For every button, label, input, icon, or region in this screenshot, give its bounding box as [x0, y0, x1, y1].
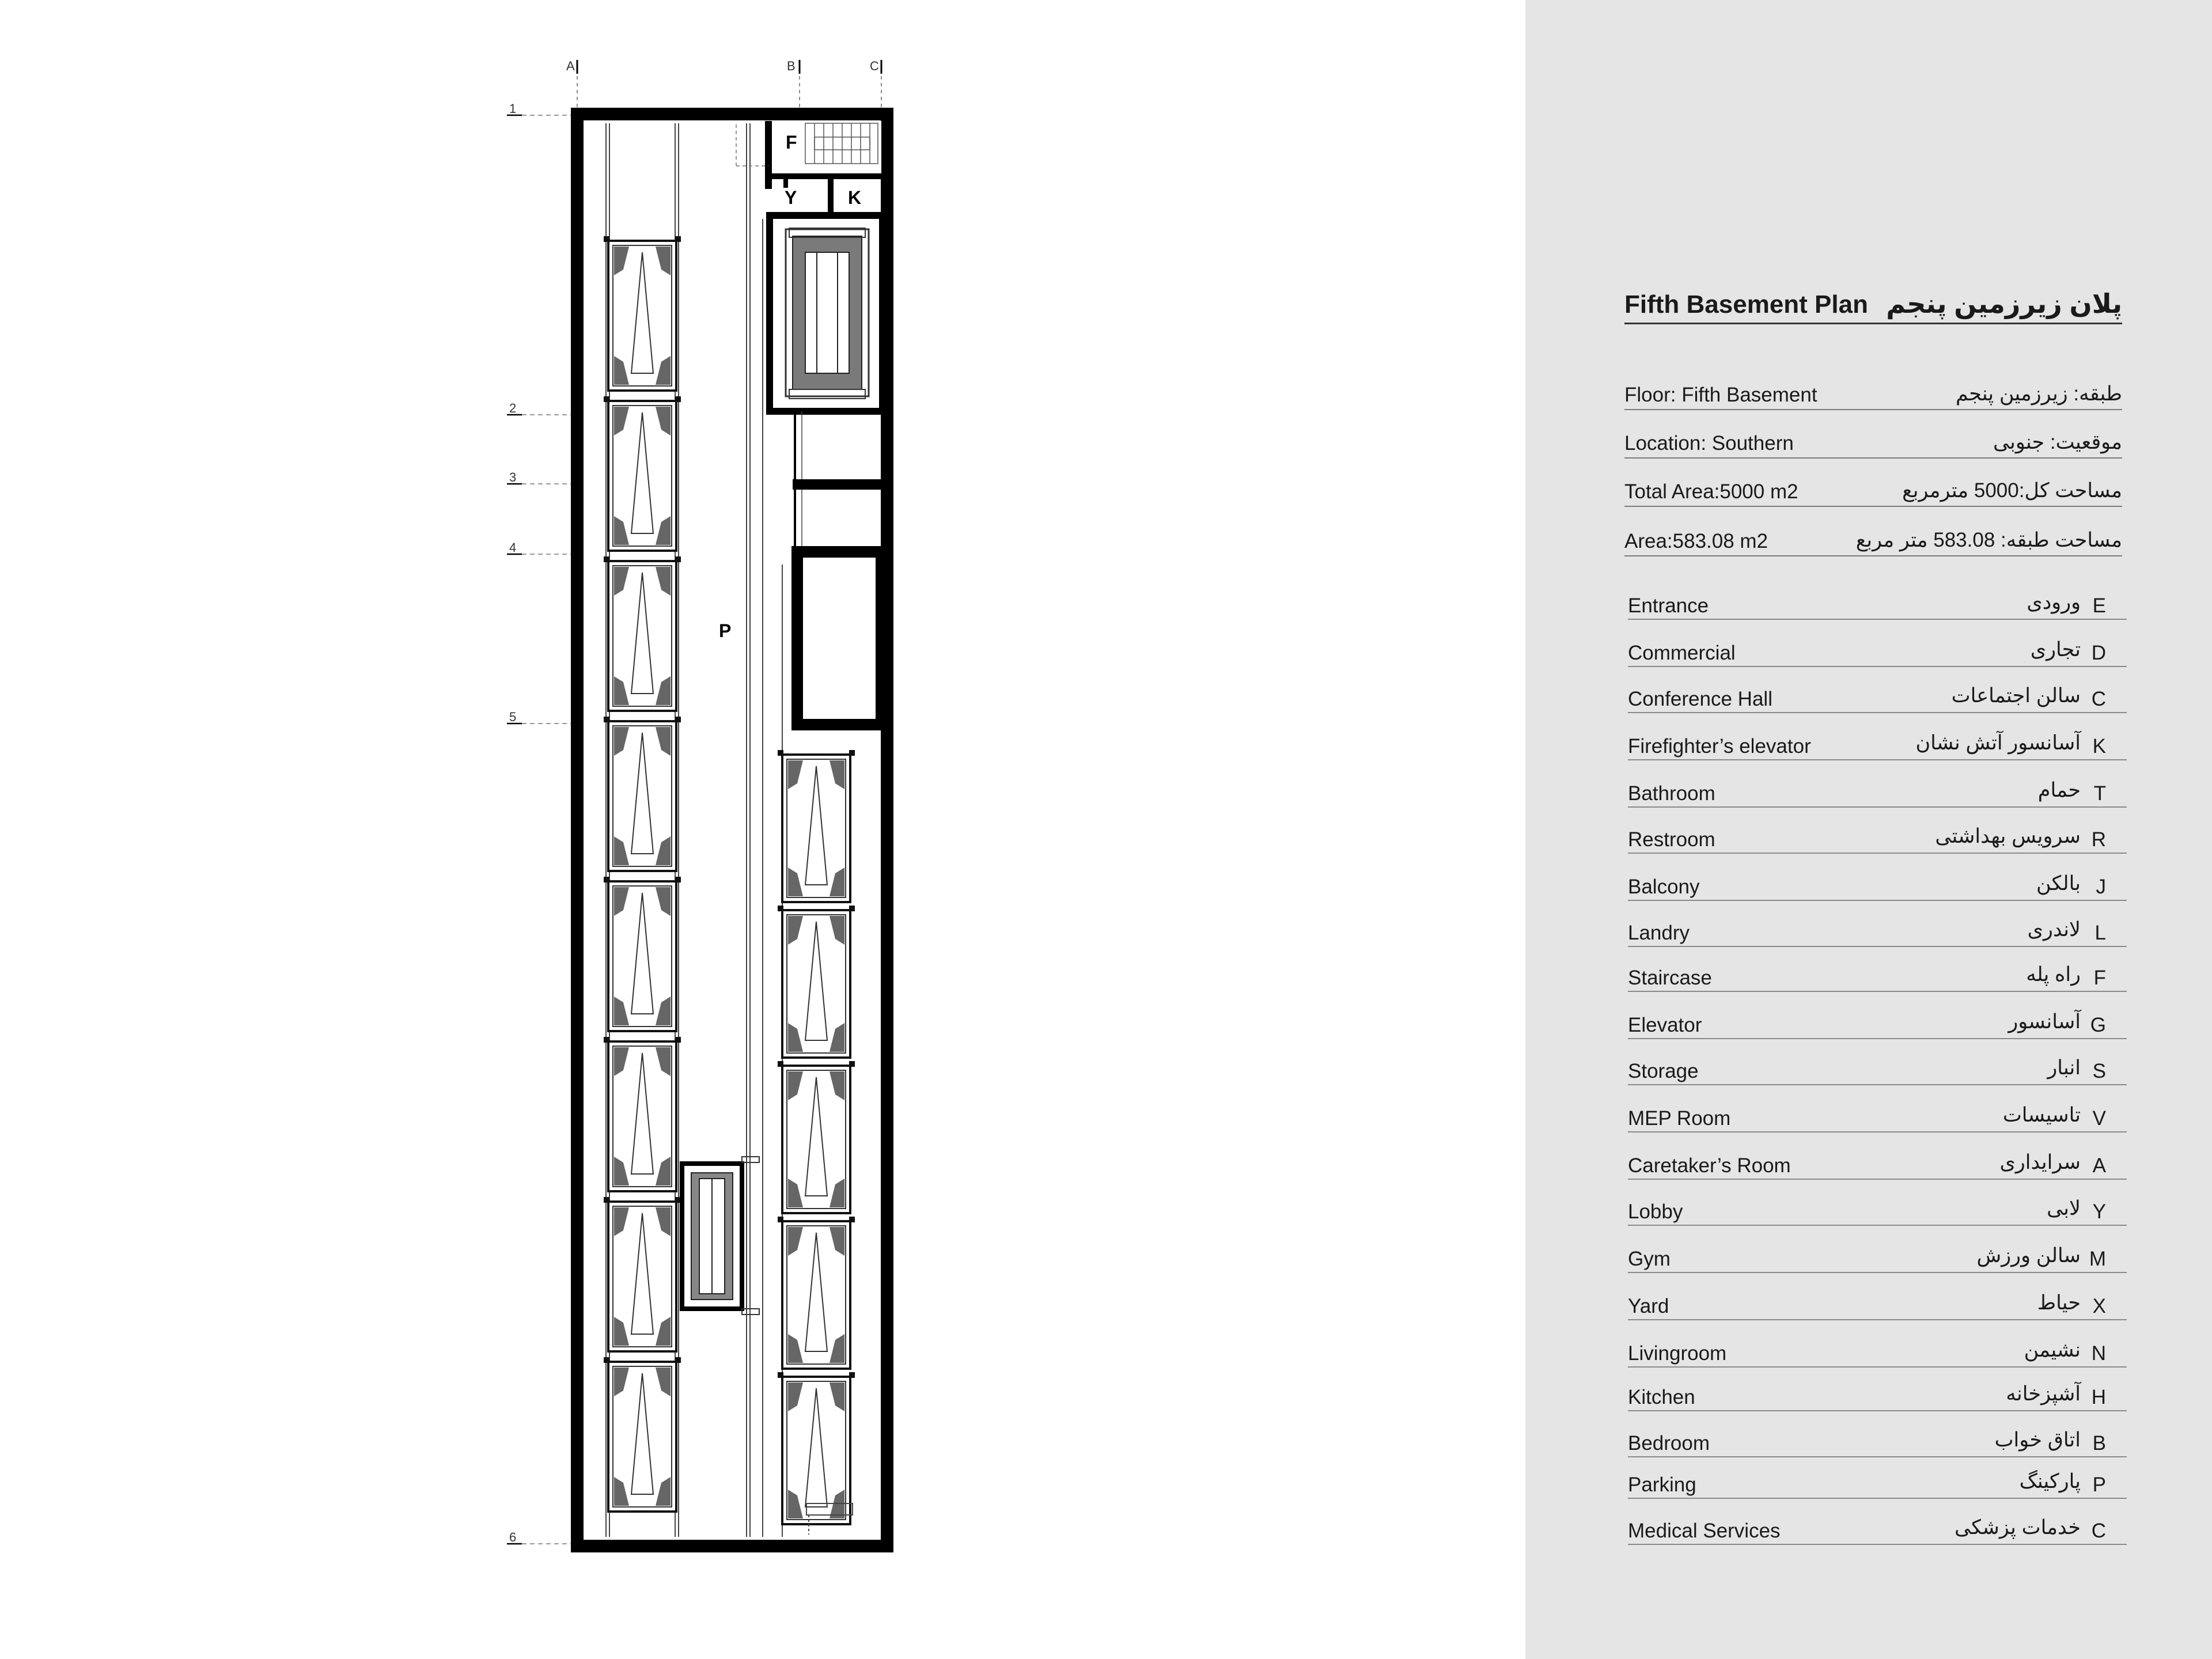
plan-title-row	[1624, 287, 2122, 324]
parking-bay	[604, 1037, 681, 1191]
grid-col-label-c: C	[870, 59, 879, 73]
legend-fa: لاندری	[2027, 918, 2081, 941]
legend-row	[1628, 961, 2127, 992]
legend-row	[1628, 870, 2127, 901]
legend-code: A	[2092, 1154, 2106, 1177]
parking-bay	[778, 750, 855, 902]
legend-fa: لابی	[2047, 1197, 2081, 1219]
legend-row	[1628, 1054, 2127, 1085]
legend-fa: حمام	[2037, 779, 2081, 801]
parking-bay	[604, 556, 681, 711]
legend-code: N	[2091, 1342, 2106, 1365]
grid-row-label-5: 5	[509, 710, 517, 724]
legend-en: MEP Room	[1628, 1107, 1731, 1130]
legend-en: Gym	[1628, 1248, 1671, 1270]
grid-col-label-b: B	[787, 59, 796, 73]
legend-row	[1628, 1426, 2127, 1457]
legend-row	[1628, 1289, 2127, 1320]
legend-row	[1628, 1195, 2127, 1226]
grid-row-markers	[507, 101, 571, 1544]
legend-code: L	[2094, 922, 2106, 944]
legend-row	[1628, 823, 2127, 854]
legend-fa: تجاری	[2030, 638, 2081, 661]
legend-row	[1628, 1101, 2127, 1132]
legend-en: Bathroom	[1628, 782, 1715, 805]
legend-fa: پارکینگ	[2019, 1470, 2081, 1493]
legend-fa: اتاق خواب	[1994, 1429, 2081, 1451]
aisle-lift	[682, 1157, 759, 1315]
legend-code: P	[2092, 1474, 2106, 1496]
right-parking-bays	[778, 750, 855, 1524]
legend-fa: راه پله	[2026, 963, 2081, 986]
parking-bay	[778, 906, 855, 1058]
grid-column-markers	[566, 59, 881, 109]
legend-fa: خدمات پزشکی	[1955, 1516, 2081, 1539]
legend-fa: بالکن	[2036, 872, 2081, 895]
legend-row	[1628, 682, 2127, 713]
legend-row	[1628, 1468, 2127, 1499]
legend-code: J	[2096, 876, 2106, 898]
legend-en: Commercial	[1628, 642, 1736, 664]
legend-en: Landry	[1628, 922, 1690, 944]
legend-row	[1628, 1242, 2127, 1273]
parking-bay	[604, 236, 681, 391]
info-en: Floor: Fifth Basement	[1624, 384, 1817, 406]
legend-row	[1628, 1008, 2127, 1039]
legend-fa: آسانسور آتش نشان	[1915, 732, 2081, 754]
legend-row	[1628, 729, 2127, 760]
grid-row-label-4: 4	[509, 540, 517, 555]
legend-en: Livingroom	[1628, 1342, 1727, 1365]
legend-fa: انبار	[2047, 1056, 2081, 1079]
legend-row	[1628, 916, 2127, 947]
legend-row	[1628, 1149, 2127, 1180]
legend-code: H	[2091, 1386, 2106, 1408]
parking-bay	[778, 1217, 855, 1369]
parking-bay	[604, 1357, 681, 1512]
legend-code: R	[2091, 828, 2106, 851]
legend-en: Caretaker’s Room	[1628, 1154, 1791, 1177]
legend-fa: سرایداری	[1999, 1151, 2081, 1173]
legend-en: Kitchen	[1628, 1386, 1695, 1408]
legend-code: F	[2093, 967, 2106, 989]
legend-fa: سالن اجتماعات	[1951, 684, 2081, 707]
parking-bay	[604, 396, 681, 551]
grid-row-label-6: 6	[509, 1530, 517, 1544]
legend-en: Bedroom	[1628, 1432, 1710, 1455]
legend-row	[1628, 1336, 2127, 1368]
legend-code: G	[2090, 1014, 2106, 1036]
legend-code: X	[2092, 1295, 2106, 1317]
info-row-total-area	[1624, 476, 2122, 507]
legend-row	[1628, 589, 2127, 620]
info-row-location	[1624, 427, 2122, 459]
legend-fa: آسانسور	[2008, 1010, 2081, 1033]
room-label-staircase: F	[786, 132, 797, 153]
parking-bay	[778, 1372, 855, 1524]
room-label-fire-elevator: K	[848, 187, 862, 208]
legend-code: S	[2092, 1060, 2106, 1082]
legend-fa: تاسیسات	[2002, 1104, 2081, 1126]
left-parking-bays	[604, 236, 681, 1512]
grid-row-label-1: 1	[509, 101, 517, 116]
info-row-floor-area	[1624, 525, 2122, 556]
legend-en: Elevator	[1628, 1014, 1702, 1036]
legend-row	[1628, 1514, 2127, 1545]
storage-rooms	[793, 411, 884, 725]
legend-code: C	[2091, 1520, 2106, 1542]
legend-fa: ورودی	[2027, 591, 2081, 613]
legend-en: Parking	[1628, 1474, 1696, 1496]
legend-row	[1628, 636, 2127, 667]
service-core	[736, 121, 882, 411]
info-fa: موقعیت: جنوبی	[1993, 431, 2122, 453]
legend-en: Conference Hall	[1628, 688, 1772, 710]
legend-code: V	[2092, 1107, 2106, 1130]
legend-fa: سرویس بهداشتی	[1935, 825, 2081, 847]
legend-en: Medical Services	[1628, 1520, 1781, 1542]
info-en: Area:583.08 m2	[1624, 530, 1768, 552]
room-label-lobby: Y	[785, 187, 797, 208]
info-fa: مساحت کل:5000 مترمربع	[1902, 479, 2122, 502]
legend-code: M	[2089, 1248, 2106, 1270]
plan-title-fa: پلان زیرزمین پنجم	[1886, 289, 2122, 319]
parking-bay	[604, 877, 681, 1031]
legend-en: Lobby	[1628, 1200, 1683, 1223]
legend-fa: سالن ورزش	[1976, 1244, 2081, 1267]
grid-row-label-2: 2	[509, 401, 517, 415]
plan-title-en: Fifth Basement Plan	[1624, 290, 1868, 319]
parking-bay	[604, 717, 681, 871]
info-en: Total Area:5000 m2	[1624, 480, 1798, 503]
info-en: Location: Southern	[1624, 432, 1794, 454]
legend-code: T	[2093, 782, 2106, 805]
legend-fa: آشپزخانه	[2006, 1382, 2081, 1405]
legend-en: Staircase	[1628, 967, 1712, 989]
legend-en: Entrance	[1628, 594, 1709, 617]
info-fa: طبقه: زیرزمین پنجم	[1955, 382, 2122, 405]
legend-code: D	[2091, 642, 2106, 664]
legend-panel	[1525, 0, 2212, 1659]
legend-en: Yard	[1628, 1295, 1669, 1317]
info-fa: مساحت طبقه: 583.08 متر مربع	[1855, 529, 2122, 551]
room-label-parking: P	[719, 620, 732, 641]
grid-row-label-3: 3	[509, 470, 517, 484]
legend-en: Storage	[1628, 1060, 1699, 1082]
legend-en: Firefighter’s elevator	[1628, 735, 1811, 757]
parking-bay	[604, 1197, 681, 1351]
legend-fa: نشیمن	[2024, 1339, 2081, 1361]
legend-en: Balcony	[1628, 876, 1700, 898]
legend-row	[1628, 1380, 2127, 1411]
legend-row	[1628, 777, 2127, 808]
legend-code: C	[2091, 688, 2106, 710]
legend-code: K	[2092, 735, 2106, 757]
legend-code: Y	[2092, 1200, 2106, 1223]
legend-fa: حیاط	[2037, 1291, 2081, 1314]
legend-code: B	[2092, 1432, 2106, 1455]
legend-code: E	[2092, 594, 2106, 617]
legend-en: Restroom	[1628, 828, 1715, 851]
info-row-floor	[1624, 379, 2122, 410]
parking-bay	[778, 1061, 855, 1213]
grid-col-label-a: A	[566, 59, 575, 73]
